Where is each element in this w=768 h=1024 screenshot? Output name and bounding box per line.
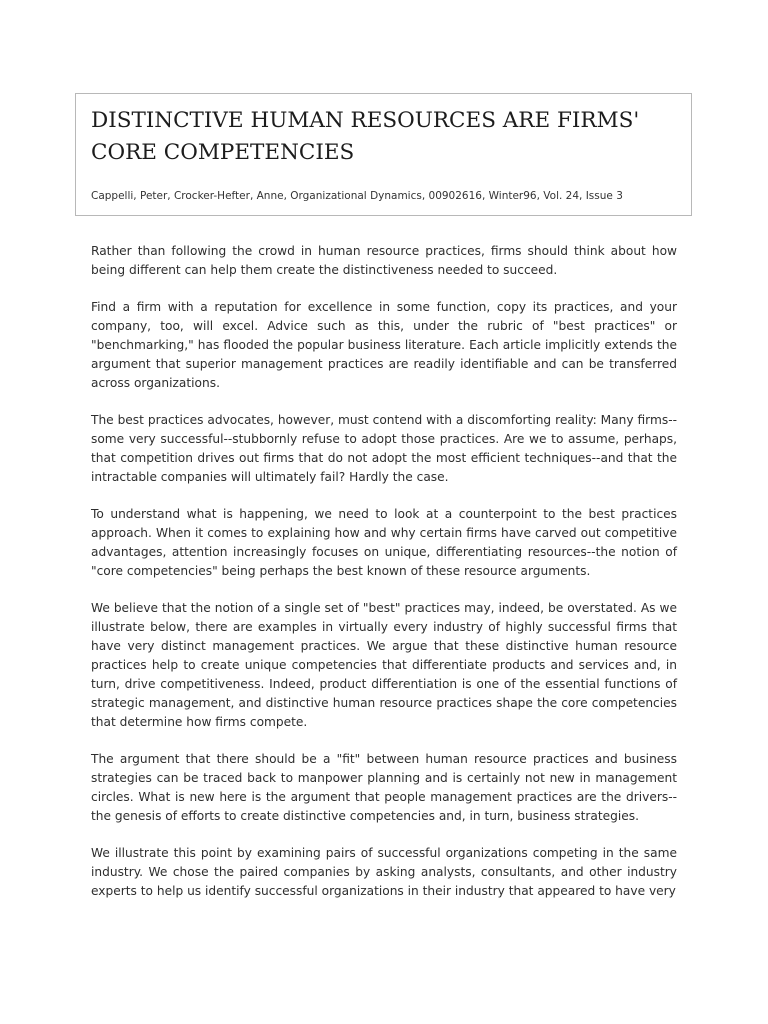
article-citation: Cappelli, Peter, Crocker-Hefter, Anne, Organizational Dynamics, 00902616, Winter96, Vol. 24, Issue 3 — [91, 190, 623, 202]
paragraph: We illustrate this point by examining pairs of successful organizations competing in the same industry. We chose the paired companies by asking analysts, consultants, and other industry experts to help us identify successful organizations in their industry that appeared to have very — [91, 846, 677, 898]
paragraph: Rather than following the crowd in human resource practices, firms should think about how being different can help them create the distinctiveness needed to succeed. — [91, 244, 677, 277]
paragraph: The argument that there should be a "fit" between human resource practices and business strategies can be traced back to manpower planning and is certainly not new in management circles. What is new here is the argument that people management practices are the drivers--the genesis of efforts to create distinctive competencies and, in turn, business strategies. — [91, 752, 677, 823]
article-title: DISTINCTIVE HUMAN RESOURCES ARE FIRMS' CORE COMPETENCIES — [91, 108, 640, 165]
paragraph: Find a firm with a reputation for excellence in some function, copy its practices, and your company, too, will excel. Advice such as this, under the rubric of "best practices" or "benchmarking," has flooded the popular business literature. Each article implicitly extends the argument that superior management practices are readily identifiable and can be transferred across organizations. — [91, 300, 677, 390]
paragraph: To understand what is happening, we need to look at a counterpoint to the best practices approach. When it comes to explaining how and why certain firms have carved out competitive advantages, attention increasingly focuses on unique, differentiating resources--the notion of "core competencies" being perhaps the best known of these resource arguments. — [91, 507, 677, 578]
paragraph: The best practices advocates, however, must contend with a discomforting reality: Many firms--some very successful--stubbornly refuse to adopt those practices. Are we to assume, perhaps, that competition drives out firms that do not adopt the most efficient techniques--and that the intractable companies will ultimately fail? Hardly the case. — [91, 413, 677, 484]
article-header — [75, 93, 692, 216]
paragraph: We believe that the notion of a single set of "best" practices may, indeed, be overstated. As we illustrate below, there are examples in virtually every industry of highly successful firms that have very distinct management practices. We argue that these distinctive human resource practices help to create unique competencies that differentiate products and services and, in turn, drive competitiveness. Indeed, product differentiation is one of the essential functions of strategic management, and distinctive human resource practices shape the core competencies that determine how firms compete. — [91, 601, 677, 729]
article-body — [91, 242, 677, 919]
